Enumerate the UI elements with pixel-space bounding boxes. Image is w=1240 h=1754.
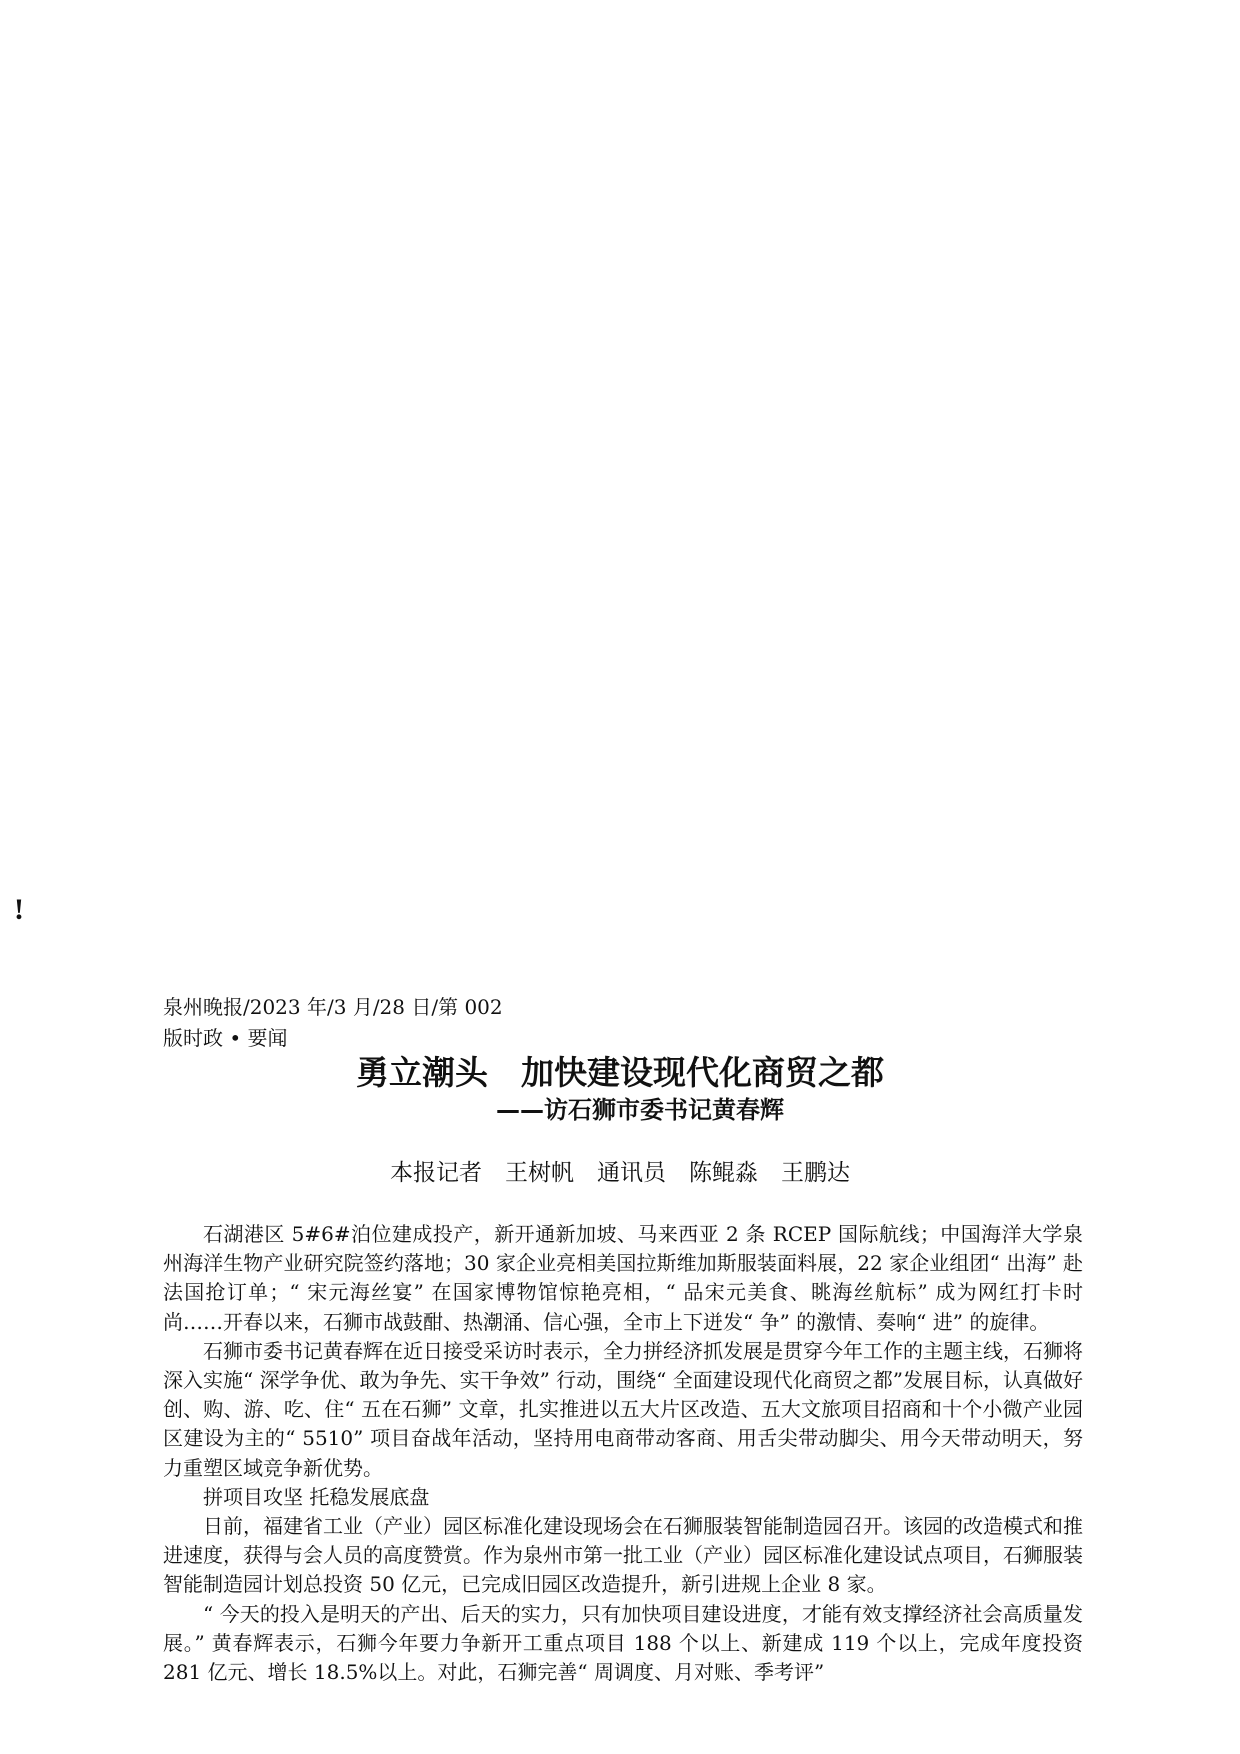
source-line-1: 泉州晚报/2023 年/3 月/28 日/第 002: [163, 995, 503, 1019]
paragraph: “ 今天的投入是明天的产出、后天的实力，只有加快项目建设进度，才能有效支撑经济社会高质量发展。” 黄春辉表示，石狮今年要力争新开工重点项目 188 个以上、新建成 119 个以上，完成年度投资 281 亿元、增长 18.5%以上。对此，石狮完善“ 周调度、月对账、季考评”: [163, 1601, 1083, 1685]
source-line: [163, 992, 563, 1054]
article-body: [163, 1220, 1083, 1687]
article-byline: 本报记者 王树帆 通讯员 陈鲲淼 王鹏达: [390, 1160, 850, 1186]
section-heading: 拼项目攻坚 托稳发展底盘: [203, 1484, 430, 1509]
paragraph: 石狮市委书记黄春辉在近日接受采访时表示，全力拼经济抓发展是贯穿今年工作的主题主线，石狮将深入实施“ 深学争优、敢为争先、实干争效” 行动，围绕“ 全面建设现代化商贸之都”发展目标，认真做好创、购、游、吃、住“ 五在石狮” 文章，扎实推进以五大片区改造、五大文旅项目招商和十个小微产业园区建设为主的“ 5510” 项目奋战年活动，坚持用电商带动客商、用舌尖带动脚尖、用今天带动明天，努力重塑区域竞争新优势。: [163, 1338, 1083, 1480]
article-title: 勇立潮头 加快建设现代化商贸之都: [356, 1053, 884, 1092]
article-subtitle: ——访石狮市委书记黄春辉: [496, 1096, 784, 1124]
paragraph: 石湖港区 5#6#泊位建成投产，新开通新加坡、马来西亚 2 条 RCEP 国际航线；中国海洋大学泉州海洋生物产业研究院签约落地；30 家企业亮相美国拉斯维加斯服装面料展，22 家企业组团“ 出海” 赴法国抢订单；“ 宋元海丝宴” 在国家博物馆惊艳亮相，“ 品宋元美食、眺海丝航标” 成为网红打卡时尚……开春以来，石狮市战鼓酣、热潮涌、信心强，全市上下迸发“ 争” 的激情、奏响“ 进” 的旋律。: [163, 1222, 1083, 1334]
paragraph: 日前，福建省工业（产业）园区标准化建设现场会在石狮服装智能制造园召开。该园的改造模式和推进速度，获得与会人员的高度赞赏。作为泉州市第一批工业（产业）园区标准化建设试点项目，石狮服装智能制造园计划总投资 50 亿元，已完成旧园区改造提升，新引进规上企业 8 家。: [163, 1514, 1083, 1597]
exclamation-mark: !: [14, 893, 24, 926]
source-line-2: 版时政 • 要闻: [163, 1026, 288, 1050]
